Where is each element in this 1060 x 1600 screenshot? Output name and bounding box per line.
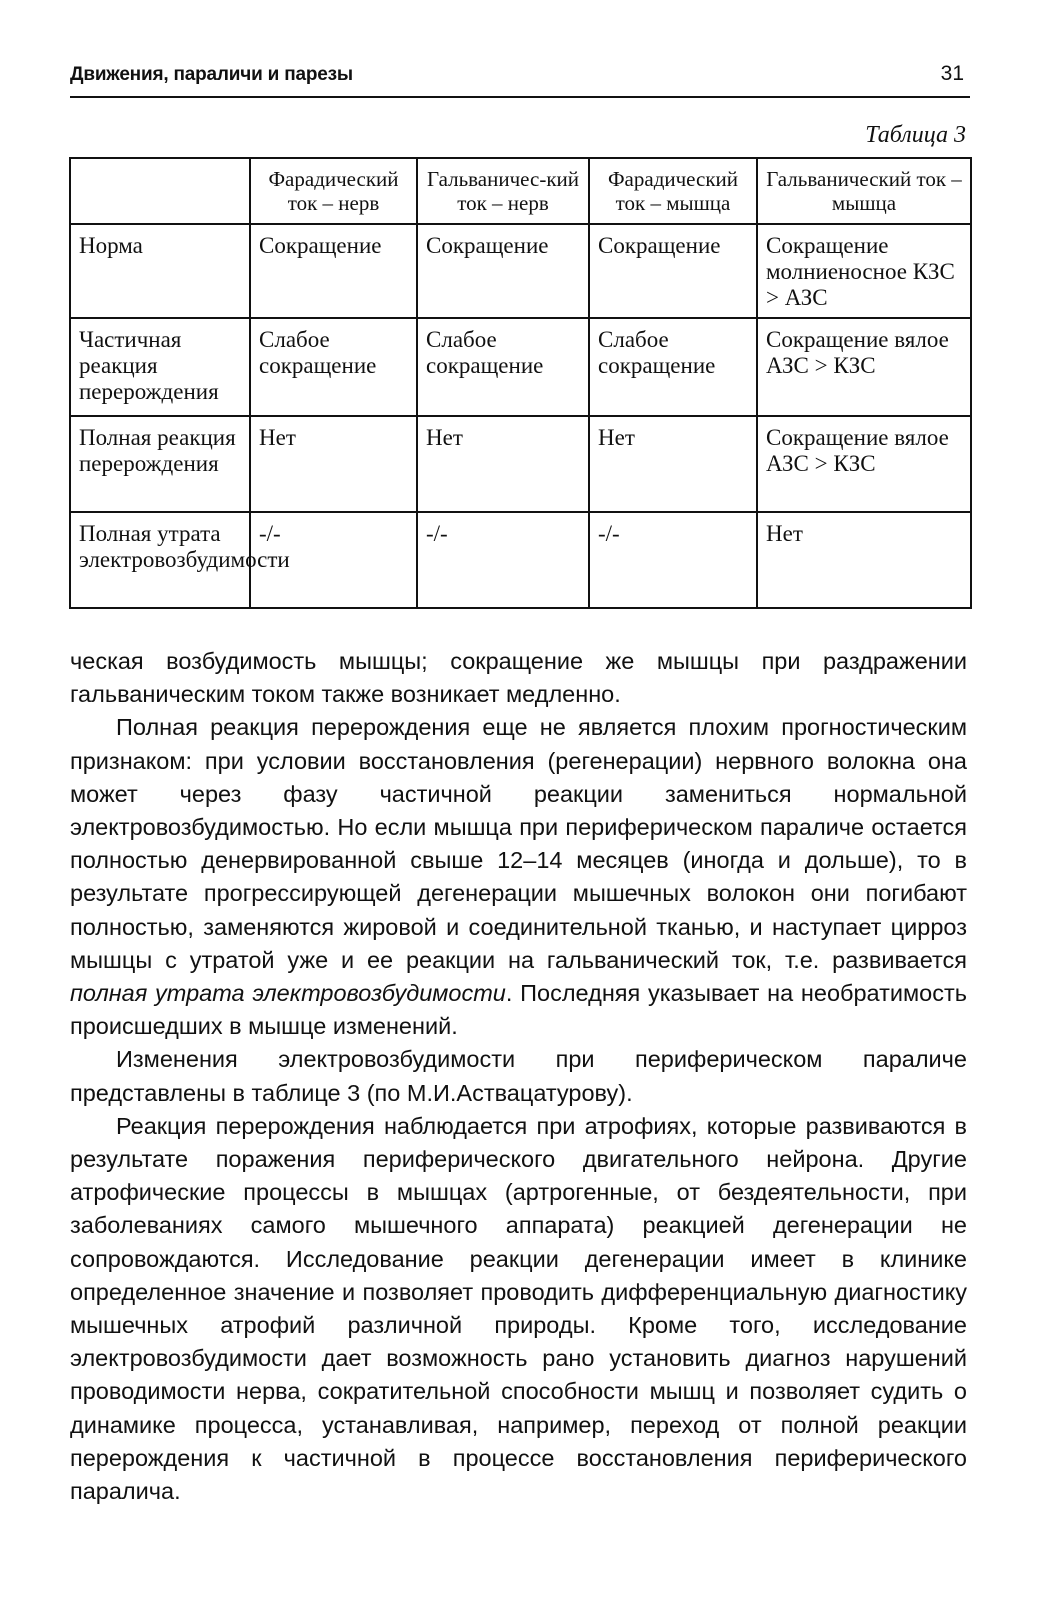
table-row [70, 224, 971, 318]
table-cell: Сокращение молниеносное КЗС > АЗС [757, 224, 971, 318]
table-row-label: Норма [70, 224, 250, 318]
paragraph: ческая возбудимость мышцы; сокращение же мышцы при раздражении гальваническим током также возникает медленно. [70, 648, 967, 708]
page-number: 31 [940, 62, 964, 85]
paragraph [70, 711, 967, 1043]
emphasized-term: полная утрата электровозбудимости [70, 980, 506, 1007]
table-cell: Слабое сокращение [589, 318, 757, 416]
table-cell: Нет [250, 416, 417, 512]
running-head [70, 62, 970, 98]
table-cell: Сокращение вялое АЗС > КЗС [757, 318, 971, 416]
table-header-cell: Фарадический ток – нерв [250, 158, 417, 224]
table-cell: Слабое сокращение [417, 318, 589, 416]
paragraph-text: . Последняя указывает на необратимость происшедших в мышце изменений. [70, 980, 967, 1040]
table-row-label: Полная утрата электровозбудимости [70, 512, 250, 608]
table-cell: Сокращение [589, 224, 757, 318]
table-row-label: Полная реакция перерождения [70, 416, 250, 512]
paragraph: Реакция перерождения наблюдается при атрофиях, которые развиваются в результате поражения периферического двигательного нейрона. Другие атрофические процессы в мышцах (артрогенные, от бездеятельности, при заболеваниях самого мышечного аппарата) реакцией дегенерации не сопровождаются. Исследование реакции дегенерации имеет в клинике определенное значение и позволяет проводить дифференциальную диагностику мышечных атрофий различной природы. Кроме того, исследование электровозбудимости дает возможность рано установить диагноз нарушений проводимости нерва, сократительной способности мышц и позволяет судить о динамике процесса, устанавливая, например, переход от полной реакции перерождения к частичной в процессе восстановления периферического паралича. [70, 1112, 967, 1505]
table-cell: Сокращение вялое АЗС > КЗС [757, 416, 971, 512]
table-cell: Сокращение [250, 224, 417, 318]
paragraph: Изменения электровозбудимости при периферическом параличе представлены в таблице 3 (по М.И.Аствацатурову). [70, 1046, 967, 1106]
table-cell: -/- [250, 512, 417, 608]
table-header-cell-empty [70, 158, 250, 224]
table-cell: Нет [589, 416, 757, 512]
table-row [70, 416, 971, 512]
table-header-row [70, 158, 971, 224]
body-text [70, 645, 967, 1508]
table-cell: -/- [417, 512, 589, 608]
paragraph-text: Полная реакция перерождения еще не является плохим прогностическим признаком: при условии восстановления (регенерации) нервного волокна она может через фазу частичной реакции замениться нормальной электровозбудимостью. Но если мышца при периферическом параличе остается полностью денервированной свыше 12–14 месяцев (иногда и дольше), то в результате прогрессирующей дегенерации мышечных волокон они погибают полностью, заменяются жировой и соединительной тканью, и наступает цирроз мышцы с утратой уже и ее реакции на гальванический ток, т.е. развивается [70, 714, 967, 973]
table-row [70, 318, 971, 416]
electroexcitability-table [69, 157, 972, 609]
table-header-cell: Гальванический ток – мышца [757, 158, 971, 224]
table-header-cell: Гальваничес-кий ток – нерв [417, 158, 589, 224]
table-row [70, 512, 971, 608]
table-cell: -/- [589, 512, 757, 608]
table-row-label: Частичная реакция перерождения [70, 318, 250, 416]
table-cell: Слабое сокращение [250, 318, 417, 416]
table-header-cell: Фарадический ток – мышца [589, 158, 757, 224]
table-cell: Нет [417, 416, 589, 512]
table-cell: Сокращение [417, 224, 589, 318]
table-caption: Таблица 3 [865, 122, 966, 148]
table-cell: Нет [757, 512, 971, 608]
running-title: Движения, параличи и парезы [70, 64, 353, 85]
